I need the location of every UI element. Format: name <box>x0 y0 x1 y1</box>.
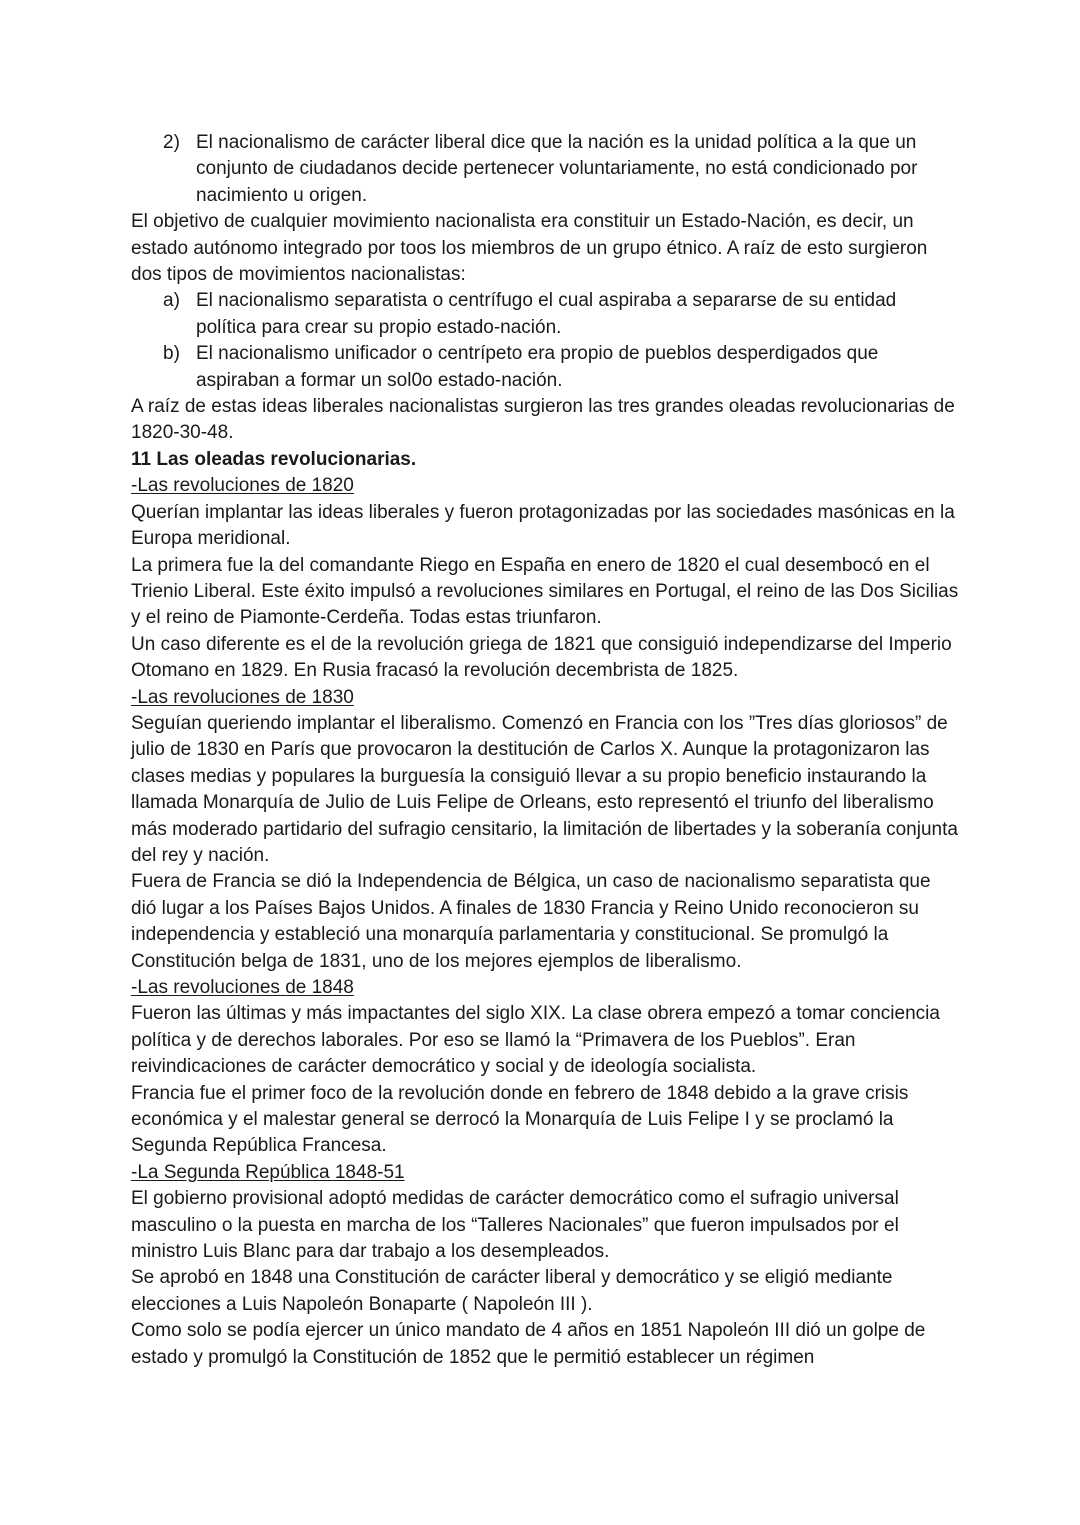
list-marker: 2) <box>163 132 180 153</box>
list-item-unifier <box>131 341 961 394</box>
paragraph-republica-1: El gobierno provisional adoptó medidas de carácter democrático como el sufragio universal masculino o la puesta en marcha de los “Talleres Nacionales” que fueron impulsados por el ministro Luis Blanc para dar trabajo a los desempleados. <box>131 1188 899 1263</box>
paragraph-1848-2: Francia fue el primer foco de la revolución donde en febrero de 1848 debido a la grave crisis económica y el malestar general se derrocó la Monarquía de Luis Felipe I y se proclamó la Segunda República Francesa. <box>131 1082 909 1157</box>
list-item-text: El nacionalismo de carácter liberal dice que la nación es la unidad política a la que un conjunto de ciudadanos decide pertenecer voluntariamente, no está condicionado por nacimiento u origen. <box>196 132 918 206</box>
paragraph-republica-3: Como solo se podía ejercer un único mandato de 4 años en 1851 Napoleón III dió un golpe de estado y promulgó la Constitución de 1852 que le permitió establecer un régimen <box>131 1320 926 1368</box>
paragraph-1830-2: Fuera de Francia se dió la Independencia de Bélgica, un caso de nacionalismo separatista que dió lugar a los Países Bajos Unidos. A finales de 1830 Francia y Reino Unido reconocieron su independencia y estableció una monarquía parlamentaria y constitucional. Se promulgó la Constitución belga de 1831, uno de los mejores ejemplos de liberalismo. <box>131 871 931 972</box>
list-item-text: El nacionalismo unificador o centrípeto era propio de pueblos desperdigados que aspiraban a formar un sol0o estado-nación. <box>196 343 879 391</box>
subheading-1820: -Las revoluciones de 1820 <box>131 475 354 497</box>
subheading-segunda-republica: -La Segunda República 1848-51 <box>131 1161 405 1183</box>
paragraph-oleadas: A raíz de estas ideas liberales nacionalistas surgieron las tres grandes oleadas revolucionarias de 1820-30-48. <box>131 396 955 444</box>
subheading-1848: -Las revoluciones de 1848 <box>131 977 354 998</box>
paragraph-1820-1: Querían implantar las ideas liberales y fueron protagonizadas por las sociedades masónicas en la Europa meridional. <box>131 501 955 550</box>
list-marker: b) <box>163 343 180 365</box>
section-heading: 11 Las oleadas revolucionarias. <box>131 448 417 470</box>
list-item-liberal-nationalism <box>131 130 961 209</box>
list-item-text: El nacionalismo separatista o centrífugo el cual aspiraba a separarse de su entidad política para crear su propio estado-nación. <box>196 290 897 338</box>
paragraph-1820-3: Un caso diferente es el de la revolución griega de 1821 que consiguió independizarse del Imperio Otomano en 1829. En Rusia fracasó la revolución decembrista de 1825. <box>131 633 952 682</box>
paragraph-republica-2: Se aprobó en 1848 una Constitución de carácter liberal y democrático y se eligió mediante elecciones a Luis Napoleón Bonaparte ( Napoleón III ). <box>131 1267 893 1315</box>
paragraph-1848-1: Fueron las últimas y más impactantes del siglo XIX. La clase obrera empezó a tomar conciencia política y de derechos laborales. Por eso se llamó la “Primavera de los Pueblos”. Eran reivindicaciones de carácter democrático y social y de ideología socialista. <box>131 1003 940 1078</box>
list-marker: a) <box>163 290 180 312</box>
subheading-1830: -Las revoluciones de 1830 <box>131 686 354 708</box>
paragraph-1830-1: Seguían queriendo implantar el liberalismo. Comenzó en Francia con los ”Tres días gloriosos” de julio de 1830 en París que provocaron la destitución de Carlos X. Aunque la protagonizaron las clases medias y populares la burguesía la consiguió llevar a su propio beneficio instaurando la llamada Monarquía de Julio de Luis Felipe de Orleans, esto representó el triunfo del liberalismo más moderado partidario del sufragio censitario, la limitación de libertades y la soberanía conjunta del rey y nación. <box>131 712 958 866</box>
paragraph-objetivo: El objetivo de cualquier movimiento nacionalista era constituir un Estado-Nación, es decir, un estado autónomo integrado por toos los miembros de un grupo étnico. A raíz de esto surgieron dos tipos de movimientos nacionalistas: <box>131 211 928 286</box>
document-page <box>131 130 961 1371</box>
list-item-separatist <box>131 288 961 341</box>
paragraph-1820-2: La primera fue la del comandante Riego en España en enero de 1820 el cual desembocó en el Trienio Liberal. Este éxito impulsó a revoluciones similares en Portugal, el reino de las Dos Sicilias y el reino de Piamonte-Cerdeña. Todas estas triunfaron. <box>131 554 959 629</box>
